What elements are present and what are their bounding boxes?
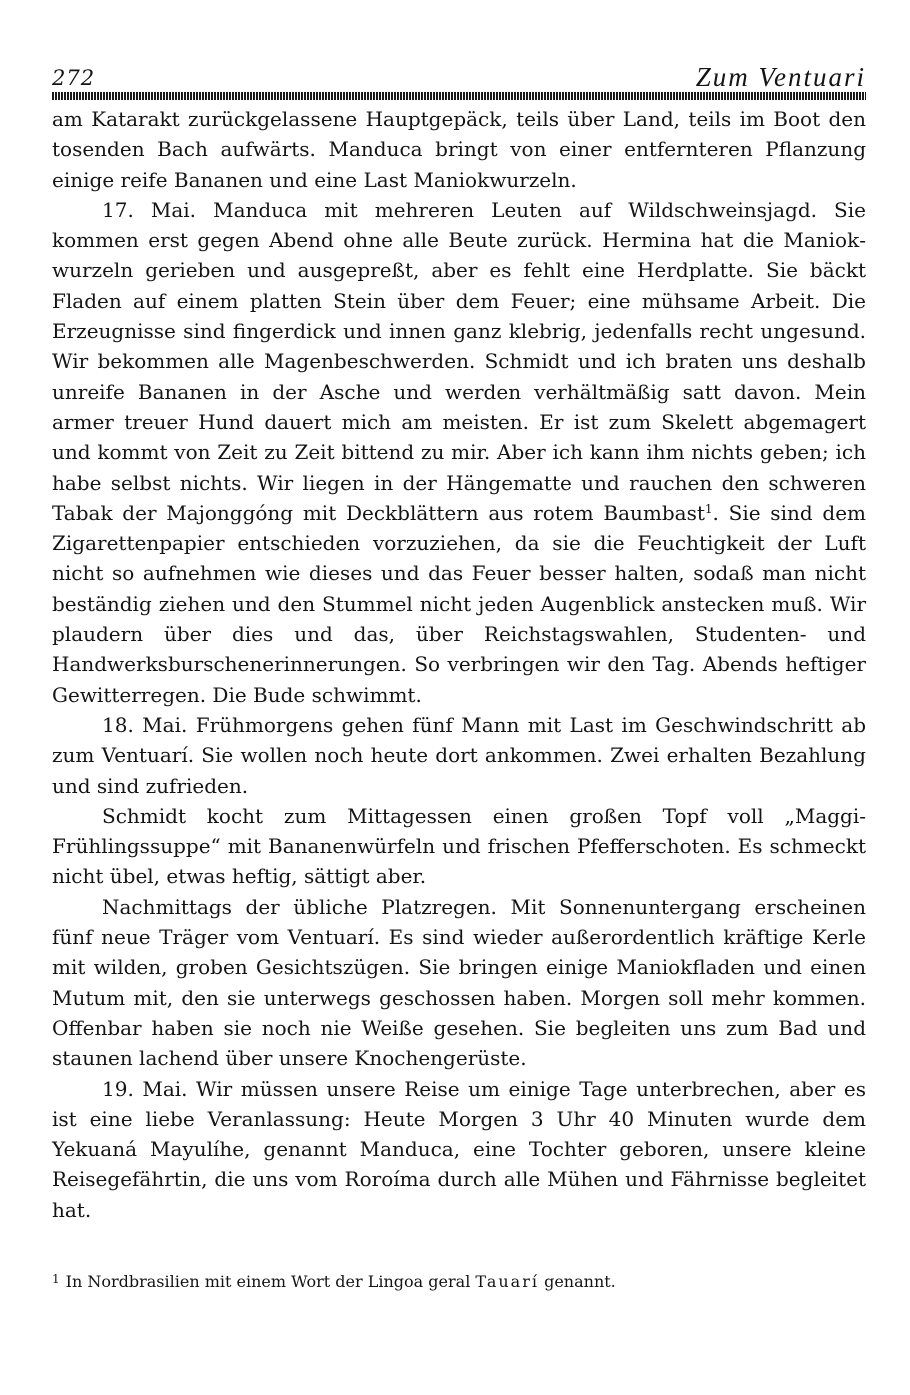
paragraph-afternoon: Nachmittags der übliche Platzregen. Mit Sonnenuntergang erscheinen fünf neue Träger vom Ventuarí. Es sind wieder außerordentlich kräftige Kerle mit wilden, groben Gesichtszügen. Sie bringen einige Maniokfladen und einen Mutum mit, den sie unterwegs geschossen haben. Morgen soll mehr kommen. Offenbar haben sie noch nie Weiße gesehen. Sie begleiten uns zum Bad und staunen lachend über unsere Knochengerüste. xyxy=(52,894,866,1071)
paragraph-continuation: am Katarakt zurückgelassene Hauptgepäck, teils über Land, teils im Boot den tosenden Bach aufwärts. Manduca bringt von einer entfernteren Pflanzung einige reife Bananen und eine Last Maniokwurzeln. xyxy=(52,107,866,192)
footnote xyxy=(52,1268,866,1293)
paragraph-soup: Schmidt kocht zum Mittagessen einen großen Topf voll „Maggi-Frühlingssuppe“ mit Bananenwürfeln und frischen Pfefferschoten. Es schmeckt nicht übel, etwas heftig, sättigt aber. xyxy=(52,803,866,889)
book-page xyxy=(52,62,866,1291)
paragraph-may-19: 19. Mai. Wir müssen unsere Reise um einige Tage unterbrechen, aber es ist eine liebe Veranlassung: Heute Morgen 3 Uhr 40 Minuten wurde dem Yekuaná Mayulíhe, genannt Manduca, eine Tochter geboren, unsere kleine Reisegefährtin, die uns vom Roroíma durch alle Mühen und Fährnisse begleitet hat. xyxy=(52,1076,866,1222)
paragraph-may-17 xyxy=(52,195,866,710)
footnote-spaced-word: Tauarí xyxy=(475,1272,539,1291)
page-header xyxy=(52,62,866,92)
body-text xyxy=(52,104,866,1225)
footnote-text-end: genannt. xyxy=(544,1272,616,1291)
page-number: 272 xyxy=(52,66,96,90)
paragraph-text: . Sie sind dem Zigarettenpapier entschieden vorzuziehen, da sie die Feuchtigkeit der Luft nicht so aufnehmen wie dieses und das Feuer besser halten, sodaß man nicht beständig ziehen und den Stummel nicht jeden Augenblick anstecken muß. Wir plaudern über dies und das, über Reichstagswahlen, Studenten- und Handwerksburschenerinnerungen. So verbringen wir den Tag. Abends heftiger Gewitterregen. Die Bude schwimmt. xyxy=(52,500,866,707)
footnote-marker: 1 xyxy=(52,1272,60,1286)
paragraph-may-18: 18. Mai. Frühmorgens gehen fünf Mann mit Last im Geschwindschritt ab zum Ventuarí. Sie wollen noch heute dort ankommen. Zwei erhalten Bezahlung und sind zufrieden. xyxy=(52,712,866,798)
header-rule xyxy=(52,92,866,100)
footnote-text: In Nordbrasilien mit einem Wort der Lingoa geral xyxy=(65,1272,471,1291)
paragraph-text: 17. Mai. Manduca mit mehreren Leuten auf Wildschweinsjagd. Sie kommen erst gegen Abend ohne alle Beute zurück. Hermina hat die Maniokwurzeln gerieben und ausgepreßt, aber es fehlt eine Herdplatte. Sie bäckt Fladen auf einem platten Stein über dem Feuer; eine mühsame Arbeit. Die Erzeugnisse sind fingerdick und innen ganz klebrig, jedenfalls recht ungesund. Wir bekommen alle Magenbeschwerden. Schmidt und ich braten uns deshalb unreife Bananen in der Asche und werden verhältmäßig satt davon. Mein armer treuer Hund dauert mich am meisten. Er ist zum Skelett abgemagert und kommt von Zeit zu Zeit bittend zu mir. Aber ich kann ihm nichts geben; ich habe selbst nichts. Wir liegen in der Hängematte und rauchen den schweren Tabak der Majonggóng mit Deckblättern aus rotem Baumbast xyxy=(52,197,866,525)
footnote-reference[interactable]: 1 xyxy=(704,501,713,516)
running-title: Zum Ventuari xyxy=(695,62,866,92)
